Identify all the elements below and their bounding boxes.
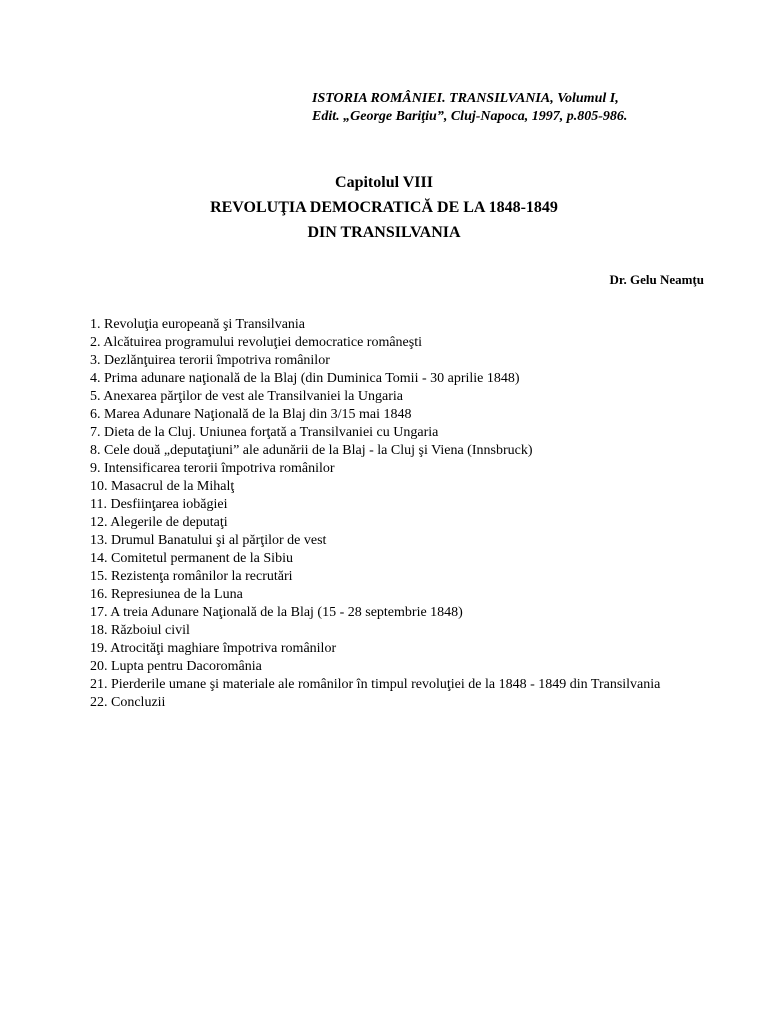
toc-item: 8. Cele două „deputaţiuni” ale adunării de la Blaj - la Cluj şi Viena (Innsbruck) [90, 443, 533, 458]
source-line-1: ISTORIA ROMÂNIEI. TRANSILVANIA, Volumul I, [312, 91, 619, 106]
toc-item: 14. Comitetul permanent de la Sibiu [90, 551, 293, 566]
toc-item: 6. Marea Adunare Naţională de la Blaj din 3/15 mai 1848 [90, 407, 412, 422]
toc-item: 2. Alcătuirea programului revoluţiei democratice româneşti [90, 335, 422, 350]
chapter-title-line-2: DIN TRANSILVANIA [307, 224, 461, 241]
toc-item: 9. Intensificarea terorii împotriva românilor [90, 461, 335, 476]
toc-item: 5. Anexarea părţilor de vest ale Transilvaniei la Ungaria [90, 389, 403, 404]
toc-item: 1. Revoluţia europeană şi Transilvania [90, 317, 306, 332]
toc-item: 21. Pierderile umane şi materiale ale românilor în timpul revoluţiei de la 1848 - 1849 din Transilvania [90, 677, 661, 692]
toc-item: 3. Dezlănţuirea terorii împotriva românilor [90, 353, 330, 368]
toc-item: 11. Desfiinţarea iobăgiei [90, 497, 228, 512]
table-of-contents [90, 316, 678, 712]
source-line-2: Edit. „George Bariţiu”, Cluj-Napoca, 1997, p.805-986. [312, 109, 628, 124]
toc-item: 4. Prima adunare naţională de la Blaj (din Duminica Tomii - 30 aprilie 1848) [90, 371, 520, 386]
toc-item: 13. Drumul Banatului şi al părţilor de vest [90, 533, 327, 548]
toc-item: 7. Dieta de la Cluj. Uniunea forţată a Transilvaniei cu Ungaria [90, 425, 439, 440]
author-name: Dr. Gelu Neamţu [609, 272, 704, 287]
toc-item: 16. Represiunea de la Luna [90, 587, 243, 602]
toc-item: 17. A treia Adunare Naţională de la Blaj (15 - 28 septembrie 1848) [90, 605, 463, 620]
source-citation [312, 90, 627, 126]
toc-item: 20. Lupta pentru Dacoromânia [90, 659, 262, 674]
toc-item: 12. Alegerile de deputaţi [90, 515, 228, 530]
toc-item: 10. Masacrul de la Mihalţ [90, 479, 235, 494]
toc-item: 22. Concluzii [90, 695, 166, 710]
chapter-number: Capitolul VIII [335, 174, 433, 191]
toc-item: 15. Rezistenţa românilor la recrutări [90, 569, 293, 584]
toc-item: 18. Războiul civil [90, 623, 190, 638]
chapter-heading [0, 170, 768, 245]
toc-item: 19. Atrocităţi maghiare împotriva românilor [90, 641, 337, 656]
chapter-title-line-1: REVOLUŢIA DEMOCRATICĂ DE LA 1848-1849 [210, 199, 558, 216]
